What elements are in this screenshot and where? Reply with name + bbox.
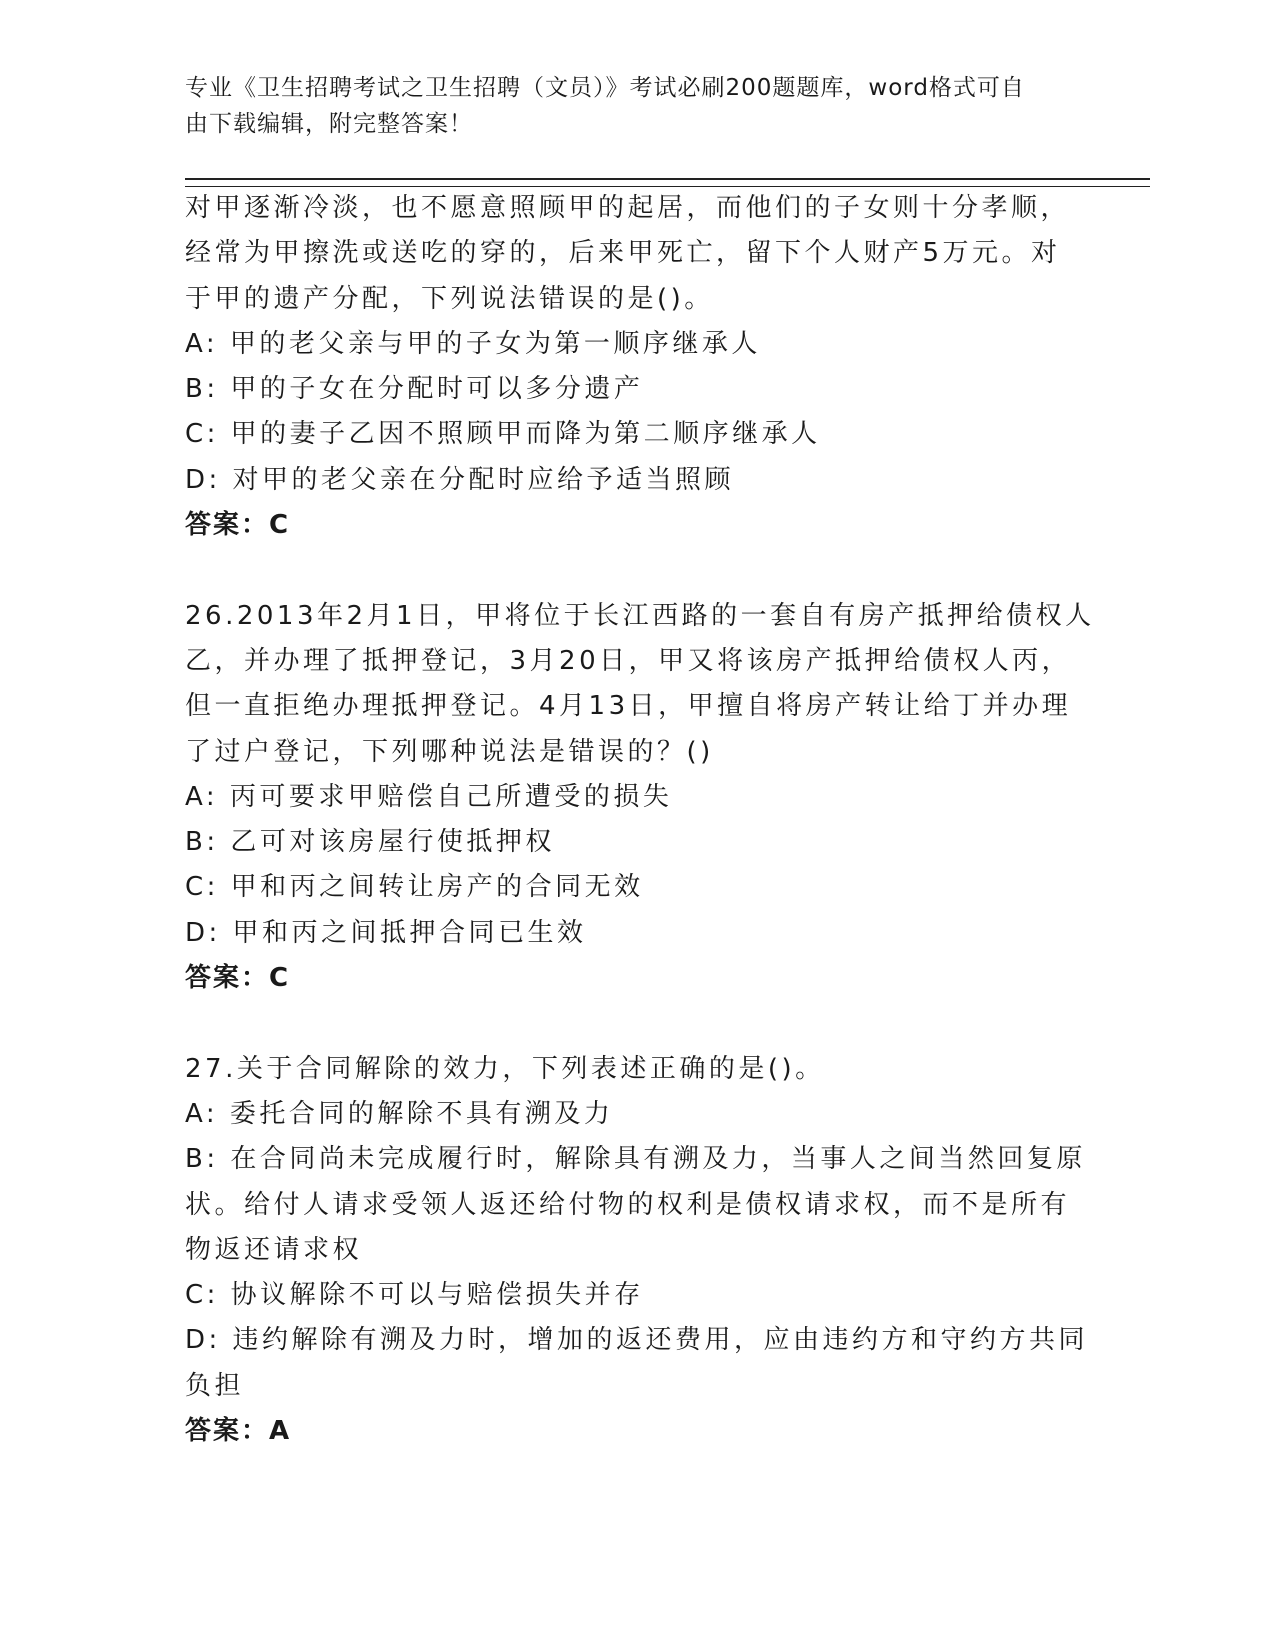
header-title-line-2: 由下载编辑，附完整答案！ bbox=[185, 111, 473, 137]
option-d-continued: 负担 bbox=[185, 1370, 245, 1401]
option-a: A: 丙可要求甲赔偿自己所遭受的损失 bbox=[185, 781, 673, 812]
question-stem-line: 经常为甲擦洗或送吃的穿的，后来甲死亡，留下个人财产5万元。对 bbox=[185, 238, 1061, 269]
question-stem-line: 但一直拒绝办理抵押登记。4月13日，甲擅自将房产转让给丁并办理 bbox=[185, 691, 1072, 722]
question-block bbox=[185, 1047, 1089, 1455]
question-stem-line: 乙，并办理了抵押登记，3月20日，甲又将该房产抵押给债权人丙， bbox=[185, 645, 1072, 676]
question-stem-line: 于甲的遗产分配，下列说法错误的是()。 bbox=[185, 283, 714, 314]
option-c: C: 甲和丙之间转让房产的合同无效 bbox=[185, 872, 644, 903]
question-spacer bbox=[185, 1001, 1085, 1046]
answer-line: 答案：A bbox=[185, 1416, 292, 1447]
option-d: D: 甲和丙之间抵押合同已生效 bbox=[185, 917, 587, 948]
header-title-line-1: 专业《卫生招聘考试之卫生招聘（文员）》考试必刷200题题库，word格式可自 bbox=[185, 75, 1025, 101]
option-a: A: 甲的老父亲与甲的子女为第一顺序继承人 bbox=[185, 328, 761, 359]
option-b-continued: 状。给付人请求受领人返还给付物的权利是债权请求权，而不是所有 bbox=[185, 1189, 1071, 1220]
option-b: B: 乙可对该房屋行使抵押权 bbox=[185, 827, 555, 858]
option-d: D: 对甲的老父亲在分配时应给予适当照顾 bbox=[185, 464, 735, 495]
option-a: A: 委托合同的解除不具有溯及力 bbox=[185, 1098, 614, 1129]
page-header bbox=[185, 70, 1065, 142]
question-stem-line: 27.关于合同解除的效力，下列表述正确的是()。 bbox=[185, 1053, 825, 1084]
question-spacer bbox=[185, 548, 1085, 593]
answer-line: 答案：C bbox=[185, 963, 291, 994]
question-stem-line: 26.2013年2月1日，甲将位于长江西路的一套自有房产抵押给债权人 bbox=[185, 600, 1095, 631]
option-c: C: 协议解除不可以与赔偿损失并存 bbox=[185, 1280, 644, 1311]
document-body bbox=[185, 186, 1095, 1454]
option-b-continued: 物返还请求权 bbox=[185, 1234, 363, 1265]
question-block bbox=[185, 594, 1095, 1002]
question-stem-line: 对甲逐渐冷淡，也不愿意照顾甲的起居，而他们的子女则十分孝顺， bbox=[185, 193, 1071, 223]
answer-line: 答案：C bbox=[185, 510, 291, 541]
question-block bbox=[185, 186, 1085, 548]
option-c: C: 甲的妻子乙因不照顾甲而降为第二顺序继承人 bbox=[185, 419, 821, 450]
option-d: D: 违约解除有溯及力时，增加的返还费用，应由违约方和守约方共同 bbox=[185, 1325, 1089, 1356]
question-stem-line: 了过户登记，下列哪种说法是错误的？() bbox=[185, 736, 714, 767]
option-b: B: 在合同尚未完成履行时，解除具有溯及力，当事人之间当然回复原 bbox=[185, 1144, 1086, 1175]
option-b: B: 甲的子女在分配时可以多分遗产 bbox=[185, 374, 644, 405]
